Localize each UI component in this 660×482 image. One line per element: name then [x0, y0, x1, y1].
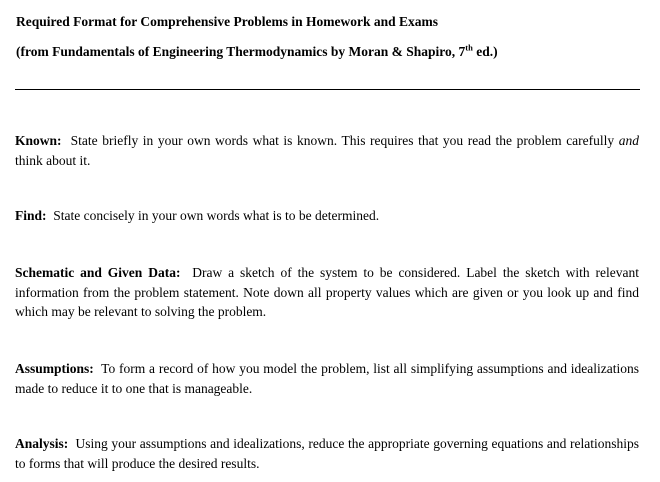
document-title: Required Format for Comprehensive Problems in Homework and Exams: [16, 14, 438, 29]
section-analysis-text: Using your assumptions and idealizations, reduce the appropriate governing equations and relationships to forms that will produce the desired results.: [15, 436, 639, 471]
section-schematic-text: Draw a sketch of the system to be considered. Label the sketch with relevant information from the problem statement. Note down all property values which are given or you look up and find which may be relevant to solving the problem.: [15, 265, 639, 319]
section-known-label: Known:: [15, 133, 62, 148]
section-find-label: Find:: [15, 208, 47, 223]
edition-superscript: th: [465, 42, 473, 53]
section-schematic-label: Schematic and Given Data:: [15, 265, 181, 280]
section-known: [15, 131, 639, 170]
section-assumptions-label: Assumptions:: [15, 361, 94, 376]
section-analysis-label: Analysis:: [15, 436, 69, 451]
section-known-emphasis: and: [618, 133, 639, 148]
section-find-text: State concisely in your own words what is to be determined.: [53, 208, 380, 223]
section-analysis: [15, 434, 639, 473]
horizontal-rule: [15, 89, 640, 90]
source-suffix: ed.): [472, 44, 498, 59]
document-source: [16, 43, 498, 61]
section-assumptions-text: To form a record of how you model the problem, list all simplifying assumptions and idealizations made to reduce it to one that is manageable.: [15, 361, 639, 396]
section-schematic: [15, 263, 639, 322]
section-find: [15, 206, 639, 226]
source-text: (from Fundamentals of Engineering Thermodynamics by Moran & Shapiro, 7: [16, 44, 466, 59]
section-known-text-end: think about it.: [15, 152, 91, 168]
section-assumptions: [15, 359, 639, 398]
section-known-text: State briefly in your own words what is known. This requires that you read the problem carefully: [70, 133, 619, 148]
